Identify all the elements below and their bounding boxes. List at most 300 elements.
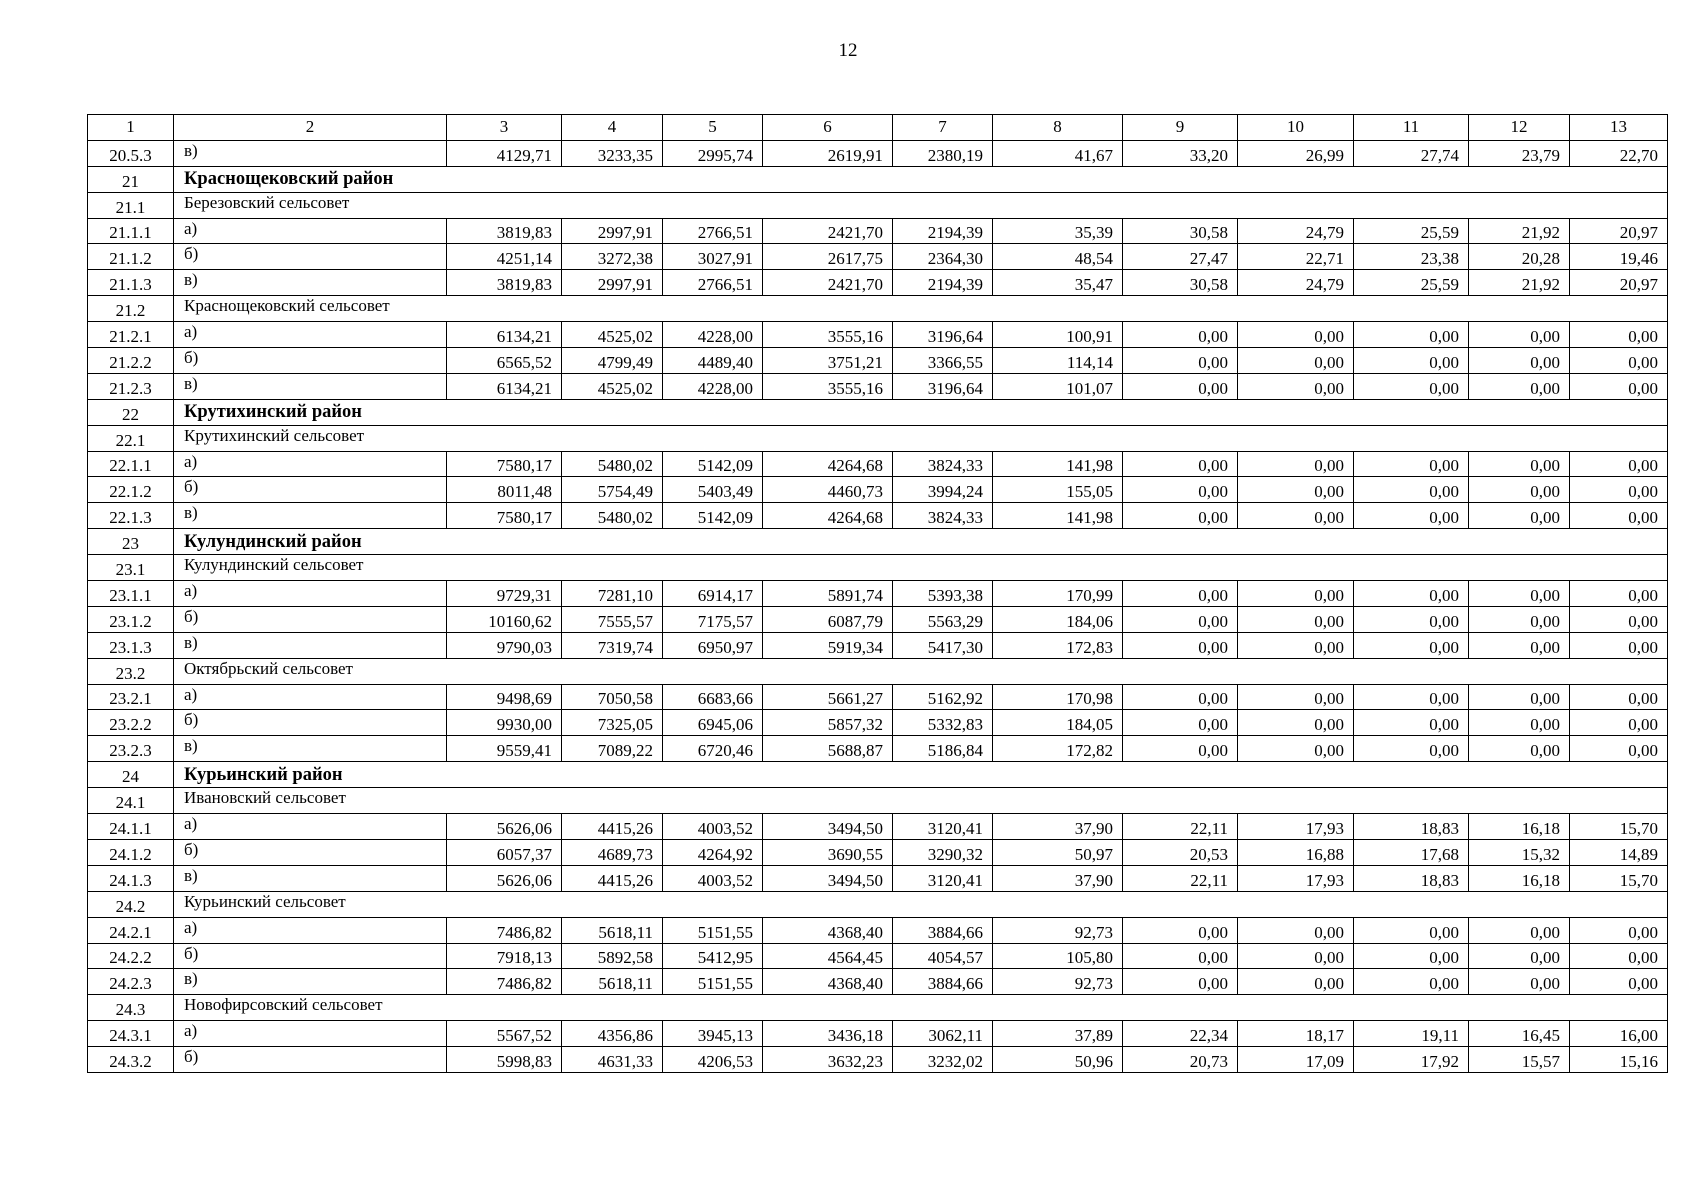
row-code: 22.1 <box>88 425 174 451</box>
value-cell-col-10: 17,93 <box>1238 865 1354 891</box>
row-variant-label: в) <box>174 373 447 399</box>
value-cell-col-4: 4525,02 <box>562 373 663 399</box>
value-cell-col-3: 9559,41 <box>447 736 562 762</box>
value-cell-col-3: 4129,71 <box>447 140 562 166</box>
table-header-row <box>88 115 1668 141</box>
value-cell-col-9: 0,00 <box>1123 451 1238 477</box>
value-cell-col-7: 5332,83 <box>893 710 993 736</box>
value-cell-col-3: 7580,17 <box>447 503 562 529</box>
value-cell-col-8: 41,67 <box>993 140 1123 166</box>
value-cell-col-4: 4415,26 <box>562 814 663 840</box>
value-cell-col-6: 6087,79 <box>763 606 893 632</box>
value-cell-col-3: 9930,00 <box>447 710 562 736</box>
row-code: 23.1 <box>88 555 174 581</box>
value-cell-col-12: 0,00 <box>1469 477 1570 503</box>
value-cell-col-9: 0,00 <box>1123 917 1238 943</box>
value-cell-col-6: 3555,16 <box>763 373 893 399</box>
value-cell-col-4: 5892,58 <box>562 943 663 969</box>
value-cell-col-8: 141,98 <box>993 451 1123 477</box>
value-cell-col-9: 0,00 <box>1123 606 1238 632</box>
value-cell-col-13: 14,89 <box>1570 839 1668 865</box>
value-cell-col-5: 3945,13 <box>663 1021 763 1047</box>
value-cell-col-13: 0,00 <box>1570 632 1668 658</box>
table-row <box>88 244 1668 270</box>
value-cell-col-4: 5480,02 <box>562 503 663 529</box>
value-cell-col-11: 0,00 <box>1354 917 1469 943</box>
value-cell-col-12: 0,00 <box>1469 632 1570 658</box>
value-cell-col-5: 6950,97 <box>663 632 763 658</box>
value-cell-col-5: 5142,09 <box>663 451 763 477</box>
value-cell-col-6: 3690,55 <box>763 839 893 865</box>
value-cell-col-6: 3751,21 <box>763 348 893 374</box>
value-cell-col-7: 4054,57 <box>893 943 993 969</box>
table-row <box>88 477 1668 503</box>
table-row <box>88 736 1668 762</box>
value-cell-col-4: 5618,11 <box>562 969 663 995</box>
value-cell-col-5: 4228,00 <box>663 322 763 348</box>
table-row <box>88 865 1668 891</box>
value-cell-col-5: 3027,91 <box>663 244 763 270</box>
value-cell-col-12: 0,00 <box>1469 581 1570 607</box>
value-cell-col-8: 48,54 <box>993 244 1123 270</box>
value-cell-col-3: 4251,14 <box>447 244 562 270</box>
value-cell-col-11: 17,92 <box>1354 1047 1469 1073</box>
value-cell-col-8: 184,06 <box>993 606 1123 632</box>
value-cell-col-6: 3436,18 <box>763 1021 893 1047</box>
value-cell-col-11: 0,00 <box>1354 969 1469 995</box>
row-code: 23.1.2 <box>88 606 174 632</box>
value-cell-col-5: 7175,57 <box>663 606 763 632</box>
value-cell-col-9: 0,00 <box>1123 632 1238 658</box>
value-cell-col-3: 8011,48 <box>447 477 562 503</box>
value-cell-col-10: 0,00 <box>1238 917 1354 943</box>
value-cell-col-9: 0,00 <box>1123 373 1238 399</box>
value-cell-col-9: 0,00 <box>1123 503 1238 529</box>
value-cell-col-3: 7918,13 <box>447 943 562 969</box>
row-code: 24.3.2 <box>88 1047 174 1073</box>
value-cell-col-7: 3232,02 <box>893 1047 993 1073</box>
table-row <box>88 218 1668 244</box>
column-number-9: 9 <box>1123 115 1238 141</box>
row-code: 23.2.1 <box>88 684 174 710</box>
settlement-row <box>88 555 1668 581</box>
column-number-13: 13 <box>1570 115 1668 141</box>
row-code: 24.3.1 <box>88 1021 174 1047</box>
value-cell-col-9: 0,00 <box>1123 736 1238 762</box>
table-row <box>88 503 1668 529</box>
value-cell-col-6: 4564,45 <box>763 943 893 969</box>
value-cell-col-3: 3819,83 <box>447 218 562 244</box>
value-cell-col-3: 7486,82 <box>447 917 562 943</box>
row-variant-label: а) <box>174 218 447 244</box>
value-cell-col-5: 4264,92 <box>663 839 763 865</box>
value-cell-col-6: 3632,23 <box>763 1047 893 1073</box>
value-cell-col-9: 0,00 <box>1123 322 1238 348</box>
value-cell-col-7: 3824,33 <box>893 503 993 529</box>
value-cell-col-5: 4003,52 <box>663 814 763 840</box>
value-cell-col-4: 4525,02 <box>562 322 663 348</box>
value-cell-col-11: 17,68 <box>1354 839 1469 865</box>
value-cell-col-7: 2364,30 <box>893 244 993 270</box>
value-cell-col-4: 4356,86 <box>562 1021 663 1047</box>
row-code: 23.1.1 <box>88 581 174 607</box>
value-cell-col-12: 0,00 <box>1469 917 1570 943</box>
column-number-1: 1 <box>88 115 174 141</box>
value-cell-col-11: 0,00 <box>1354 632 1469 658</box>
value-cell-col-13: 15,70 <box>1570 865 1668 891</box>
value-cell-col-4: 4799,49 <box>562 348 663 374</box>
value-cell-col-9: 0,00 <box>1123 943 1238 969</box>
value-cell-col-8: 50,97 <box>993 839 1123 865</box>
value-cell-col-12: 15,57 <box>1469 1047 1570 1073</box>
value-cell-col-6: 4460,73 <box>763 477 893 503</box>
value-cell-col-7: 5417,30 <box>893 632 993 658</box>
row-code: 24.2.1 <box>88 917 174 943</box>
value-cell-col-9: 30,58 <box>1123 218 1238 244</box>
value-cell-col-13: 0,00 <box>1570 969 1668 995</box>
value-cell-col-13: 15,16 <box>1570 1047 1668 1073</box>
value-cell-col-10: 26,99 <box>1238 140 1354 166</box>
row-variant-label: в) <box>174 270 447 296</box>
settlement-row <box>88 296 1668 322</box>
value-cell-col-12: 21,92 <box>1469 218 1570 244</box>
settlement-row <box>88 192 1668 218</box>
value-cell-col-13: 0,00 <box>1570 477 1668 503</box>
row-variant-label: а) <box>174 451 447 477</box>
settlement-name: Кулундинский сельсовет <box>174 555 1668 581</box>
value-cell-col-11: 0,00 <box>1354 451 1469 477</box>
value-cell-col-7: 3062,11 <box>893 1021 993 1047</box>
value-cell-col-10: 0,00 <box>1238 348 1354 374</box>
value-cell-col-7: 5186,84 <box>893 736 993 762</box>
value-cell-col-7: 3120,41 <box>893 814 993 840</box>
value-cell-col-6: 4264,68 <box>763 503 893 529</box>
row-variant-label: б) <box>174 477 447 503</box>
table-row <box>88 373 1668 399</box>
value-cell-col-6: 2421,70 <box>763 218 893 244</box>
row-variant-label: б) <box>174 943 447 969</box>
value-cell-col-6: 3494,50 <box>763 865 893 891</box>
row-variant-label: б) <box>174 244 447 270</box>
value-cell-col-5: 5142,09 <box>663 503 763 529</box>
row-code: 20.5.3 <box>88 140 174 166</box>
value-cell-col-6: 2421,70 <box>763 270 893 296</box>
value-cell-col-7: 2194,39 <box>893 270 993 296</box>
value-cell-col-10: 17,93 <box>1238 814 1354 840</box>
column-number-10: 10 <box>1238 115 1354 141</box>
value-cell-col-3: 5567,52 <box>447 1021 562 1047</box>
value-cell-col-4: 5618,11 <box>562 917 663 943</box>
settlement-row <box>88 658 1668 684</box>
value-cell-col-10: 18,17 <box>1238 1021 1354 1047</box>
value-cell-col-6: 4368,40 <box>763 969 893 995</box>
value-cell-col-9: 22,11 <box>1123 814 1238 840</box>
value-cell-col-12: 0,00 <box>1469 606 1570 632</box>
settlement-name: Ивановский сельсовет <box>174 788 1668 814</box>
table-row <box>88 1047 1668 1073</box>
value-cell-col-7: 5162,92 <box>893 684 993 710</box>
row-code: 24.1.2 <box>88 839 174 865</box>
district-name: Кулундинский район <box>174 529 1668 555</box>
row-variant-label: а) <box>174 322 447 348</box>
value-cell-col-10: 0,00 <box>1238 322 1354 348</box>
value-cell-col-8: 105,80 <box>993 943 1123 969</box>
column-number-6: 6 <box>763 115 893 141</box>
settlement-row <box>88 788 1668 814</box>
value-cell-col-10: 24,79 <box>1238 270 1354 296</box>
value-cell-col-3: 5998,83 <box>447 1047 562 1073</box>
value-cell-col-8: 37,89 <box>993 1021 1123 1047</box>
value-cell-col-8: 184,05 <box>993 710 1123 736</box>
row-code: 24.2.3 <box>88 969 174 995</box>
value-cell-col-7: 3196,64 <box>893 322 993 348</box>
value-cell-col-8: 92,73 <box>993 917 1123 943</box>
value-cell-col-11: 18,83 <box>1354 865 1469 891</box>
value-cell-col-7: 5563,29 <box>893 606 993 632</box>
column-number-8: 8 <box>993 115 1123 141</box>
value-cell-col-11: 0,00 <box>1354 943 1469 969</box>
value-cell-col-11: 0,00 <box>1354 684 1469 710</box>
value-cell-col-10: 17,09 <box>1238 1047 1354 1073</box>
value-cell-col-7: 3196,64 <box>893 373 993 399</box>
value-cell-col-4: 4689,73 <box>562 839 663 865</box>
row-code: 24.2.2 <box>88 943 174 969</box>
row-code: 22 <box>88 399 174 425</box>
value-cell-col-6: 2617,75 <box>763 244 893 270</box>
value-cell-col-8: 155,05 <box>993 477 1123 503</box>
value-cell-col-6: 2619,91 <box>763 140 893 166</box>
value-cell-col-12: 16,45 <box>1469 1021 1570 1047</box>
value-cell-col-5: 2766,51 <box>663 270 763 296</box>
value-cell-col-5: 2766,51 <box>663 218 763 244</box>
value-cell-col-9: 0,00 <box>1123 477 1238 503</box>
row-variant-label: б) <box>174 839 447 865</box>
value-cell-col-3: 9498,69 <box>447 684 562 710</box>
value-cell-col-9: 27,47 <box>1123 244 1238 270</box>
value-cell-col-12: 0,00 <box>1469 373 1570 399</box>
district-name: Крутихинский район <box>174 399 1668 425</box>
value-cell-col-3: 10160,62 <box>447 606 562 632</box>
row-code: 23.2 <box>88 658 174 684</box>
row-code: 22.1.2 <box>88 477 174 503</box>
value-cell-col-5: 5412,95 <box>663 943 763 969</box>
column-number-7: 7 <box>893 115 993 141</box>
table-row <box>88 969 1668 995</box>
value-cell-col-12: 0,00 <box>1469 348 1570 374</box>
value-cell-col-12: 21,92 <box>1469 270 1570 296</box>
value-cell-col-10: 0,00 <box>1238 451 1354 477</box>
row-code: 24 <box>88 762 174 788</box>
value-cell-col-8: 170,99 <box>993 581 1123 607</box>
value-cell-col-10: 16,88 <box>1238 839 1354 865</box>
value-cell-col-13: 20,97 <box>1570 218 1668 244</box>
value-cell-col-4: 3233,35 <box>562 140 663 166</box>
value-cell-col-11: 0,00 <box>1354 736 1469 762</box>
value-cell-col-11: 0,00 <box>1354 322 1469 348</box>
value-cell-col-5: 4206,53 <box>663 1047 763 1073</box>
value-cell-col-13: 0,00 <box>1570 917 1668 943</box>
value-cell-col-13: 16,00 <box>1570 1021 1668 1047</box>
value-cell-col-4: 5754,49 <box>562 477 663 503</box>
value-cell-col-7: 5393,38 <box>893 581 993 607</box>
row-variant-label: в) <box>174 969 447 995</box>
table-row <box>88 814 1668 840</box>
value-cell-col-13: 20,97 <box>1570 270 1668 296</box>
value-cell-col-10: 0,00 <box>1238 684 1354 710</box>
value-cell-col-5: 6914,17 <box>663 581 763 607</box>
value-cell-col-9: 22,11 <box>1123 865 1238 891</box>
value-cell-col-9: 0,00 <box>1123 710 1238 736</box>
value-cell-col-8: 50,96 <box>993 1047 1123 1073</box>
value-cell-col-3: 5626,06 <box>447 814 562 840</box>
value-cell-col-11: 0,00 <box>1354 348 1469 374</box>
value-cell-col-5: 4489,40 <box>663 348 763 374</box>
value-cell-col-8: 141,98 <box>993 503 1123 529</box>
row-code: 21.1.2 <box>88 244 174 270</box>
tariff-table <box>87 114 1668 1073</box>
value-cell-col-6: 3494,50 <box>763 814 893 840</box>
table-row <box>88 839 1668 865</box>
value-cell-col-12: 0,00 <box>1469 736 1570 762</box>
value-cell-col-13: 0,00 <box>1570 710 1668 736</box>
value-cell-col-12: 0,00 <box>1469 451 1570 477</box>
row-code: 23.2.3 <box>88 736 174 762</box>
value-cell-col-7: 3994,24 <box>893 477 993 503</box>
value-cell-col-13: 0,00 <box>1570 736 1668 762</box>
value-cell-col-12: 16,18 <box>1469 865 1570 891</box>
row-code: 24.1 <box>88 788 174 814</box>
row-code: 21.2.1 <box>88 322 174 348</box>
value-cell-col-10: 0,00 <box>1238 943 1354 969</box>
value-cell-col-10: 0,00 <box>1238 969 1354 995</box>
district-name: Краснощековский район <box>174 166 1668 192</box>
value-cell-col-5: 5151,55 <box>663 917 763 943</box>
value-cell-col-5: 5403,49 <box>663 477 763 503</box>
value-cell-col-7: 2380,19 <box>893 140 993 166</box>
value-cell-col-13: 22,70 <box>1570 140 1668 166</box>
value-cell-col-11: 19,11 <box>1354 1021 1469 1047</box>
value-cell-col-13: 0,00 <box>1570 348 1668 374</box>
table-row <box>88 322 1668 348</box>
value-cell-col-10: 0,00 <box>1238 606 1354 632</box>
row-variant-label: в) <box>174 503 447 529</box>
value-cell-col-11: 0,00 <box>1354 710 1469 736</box>
value-cell-col-5: 4228,00 <box>663 373 763 399</box>
value-cell-col-8: 170,98 <box>993 684 1123 710</box>
value-cell-col-5: 6945,06 <box>663 710 763 736</box>
value-cell-col-7: 3120,41 <box>893 865 993 891</box>
value-cell-col-5: 5151,55 <box>663 969 763 995</box>
value-cell-col-11: 0,00 <box>1354 503 1469 529</box>
value-cell-col-4: 7281,10 <box>562 581 663 607</box>
value-cell-col-4: 4631,33 <box>562 1047 663 1073</box>
value-cell-col-8: 37,90 <box>993 814 1123 840</box>
row-code: 24.1.3 <box>88 865 174 891</box>
value-cell-col-12: 16,18 <box>1469 814 1570 840</box>
value-cell-col-6: 5661,27 <box>763 684 893 710</box>
value-cell-col-3: 7580,17 <box>447 451 562 477</box>
value-cell-col-13: 0,00 <box>1570 451 1668 477</box>
value-cell-col-3: 6134,21 <box>447 373 562 399</box>
value-cell-col-7: 2194,39 <box>893 218 993 244</box>
value-cell-col-12: 0,00 <box>1469 322 1570 348</box>
value-cell-col-13: 0,00 <box>1570 684 1668 710</box>
value-cell-col-11: 27,74 <box>1354 140 1469 166</box>
row-code: 23 <box>88 529 174 555</box>
district-row <box>88 762 1668 788</box>
value-cell-col-11: 0,00 <box>1354 477 1469 503</box>
row-code: 23.2.2 <box>88 710 174 736</box>
value-cell-col-7: 3884,66 <box>893 917 993 943</box>
value-cell-col-11: 25,59 <box>1354 218 1469 244</box>
row-variant-label: а) <box>174 581 447 607</box>
value-cell-col-9: 22,34 <box>1123 1021 1238 1047</box>
value-cell-col-13: 19,46 <box>1570 244 1668 270</box>
value-cell-col-6: 5891,74 <box>763 581 893 607</box>
row-code: 24.1.1 <box>88 814 174 840</box>
settlement-name: Новофирсовский сельсовет <box>174 995 1668 1021</box>
row-code: 21.1.3 <box>88 270 174 296</box>
value-cell-col-12: 20,28 <box>1469 244 1570 270</box>
table-row <box>88 451 1668 477</box>
value-cell-col-9: 30,58 <box>1123 270 1238 296</box>
value-cell-col-10: 0,00 <box>1238 632 1354 658</box>
table-body <box>88 115 1668 1073</box>
column-number-5: 5 <box>663 115 763 141</box>
value-cell-col-9: 0,00 <box>1123 969 1238 995</box>
row-code: 22.1.3 <box>88 503 174 529</box>
value-cell-col-10: 22,71 <box>1238 244 1354 270</box>
settlement-row <box>88 425 1668 451</box>
value-cell-col-9: 20,73 <box>1123 1047 1238 1073</box>
district-name: Курьинский район <box>174 762 1668 788</box>
value-cell-col-13: 0,00 <box>1570 943 1668 969</box>
value-cell-col-11: 0,00 <box>1354 373 1469 399</box>
district-row <box>88 166 1668 192</box>
value-cell-col-8: 172,83 <box>993 632 1123 658</box>
value-cell-col-12: 15,32 <box>1469 839 1570 865</box>
value-cell-col-10: 0,00 <box>1238 710 1354 736</box>
row-variant-label: в) <box>174 632 447 658</box>
row-variant-label: б) <box>174 606 447 632</box>
row-code: 21.2.3 <box>88 373 174 399</box>
value-cell-col-9: 0,00 <box>1123 684 1238 710</box>
value-cell-col-11: 25,59 <box>1354 270 1469 296</box>
table-row <box>88 140 1668 166</box>
value-cell-col-13: 0,00 <box>1570 322 1668 348</box>
column-number-4: 4 <box>562 115 663 141</box>
value-cell-col-3: 6134,21 <box>447 322 562 348</box>
value-cell-col-5: 4003,52 <box>663 865 763 891</box>
settlement-name: Березовский сельсовет <box>174 192 1668 218</box>
value-cell-col-8: 172,82 <box>993 736 1123 762</box>
settlement-name: Курьинский сельсовет <box>174 891 1668 917</box>
value-cell-col-7: 3884,66 <box>893 969 993 995</box>
value-cell-col-8: 114,14 <box>993 348 1123 374</box>
table-row <box>88 348 1668 374</box>
row-code: 24.3 <box>88 995 174 1021</box>
row-code: 21.1.1 <box>88 218 174 244</box>
value-cell-col-10: 0,00 <box>1238 373 1354 399</box>
value-cell-col-3: 6565,52 <box>447 348 562 374</box>
value-cell-col-6: 4368,40 <box>763 917 893 943</box>
value-cell-col-13: 0,00 <box>1570 373 1668 399</box>
value-cell-col-8: 37,90 <box>993 865 1123 891</box>
value-cell-col-6: 3555,16 <box>763 322 893 348</box>
row-variant-label: б) <box>174 1047 447 1073</box>
row-variant-label: в) <box>174 865 447 891</box>
row-variant-label: а) <box>174 1021 447 1047</box>
